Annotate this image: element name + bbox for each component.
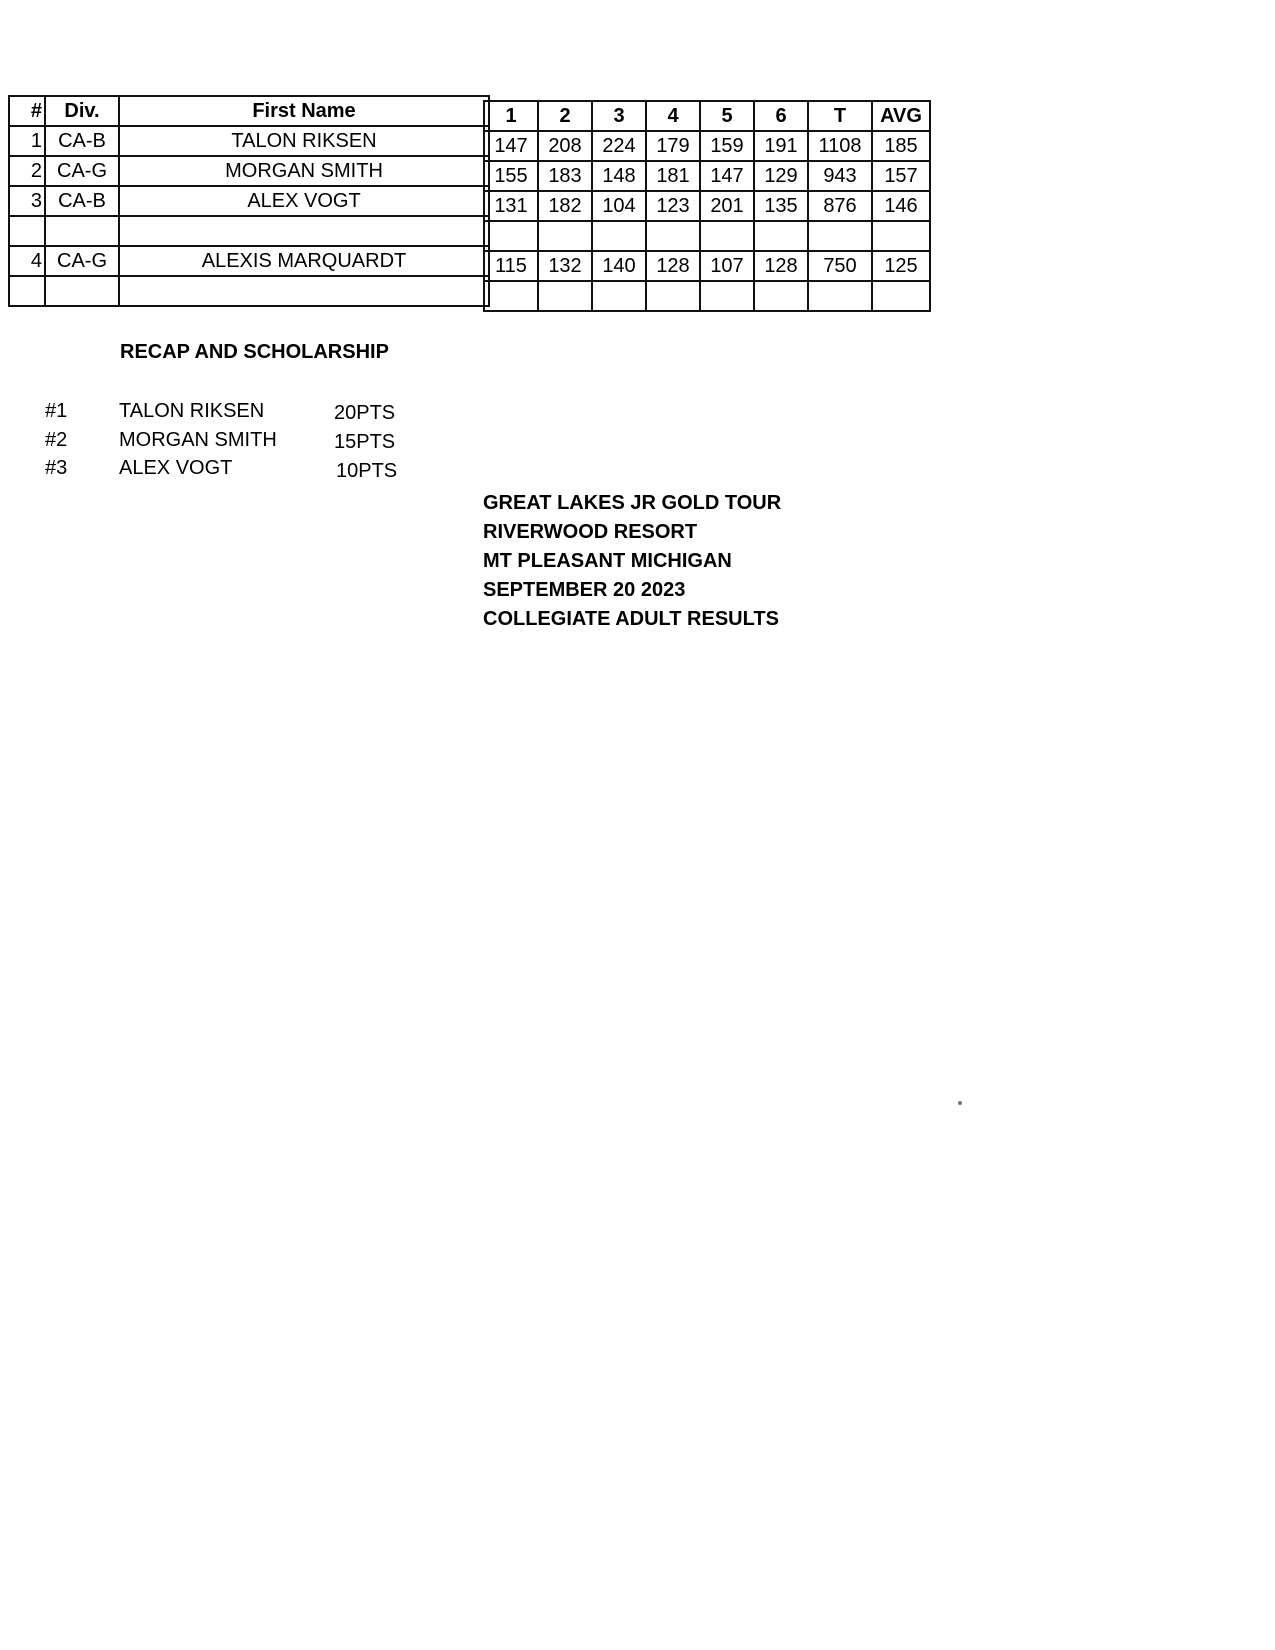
score-row — [484, 191, 930, 221]
table-row-empty — [9, 216, 489, 246]
game-score-cell: 128 — [754, 251, 808, 281]
division-cell — [45, 216, 119, 246]
table-row — [9, 126, 489, 156]
game-score-cell: 159 — [700, 131, 754, 161]
recap-points: 20PTS — [334, 402, 396, 424]
average-cell: 157 — [872, 161, 930, 191]
game-score-cell: 131 — [484, 191, 538, 221]
game-score-cell — [754, 221, 808, 251]
header-game-2: 2 — [538, 101, 592, 131]
game-score-cell: 132 — [538, 251, 592, 281]
recap-name: ALEX VOGT — [119, 457, 233, 479]
name-cell — [119, 216, 489, 246]
game-score-cell: 123 — [646, 191, 700, 221]
game-score-cell: 147 — [700, 161, 754, 191]
header-division: Div. — [45, 96, 119, 126]
game-score-cell: 148 — [592, 161, 646, 191]
header-game-5: 5 — [700, 101, 754, 131]
division-cell: CA-B — [45, 126, 119, 156]
game-score-cell: 201 — [700, 191, 754, 221]
game-score-cell: 135 — [754, 191, 808, 221]
game-score-cell — [646, 221, 700, 251]
game-score-cell: 191 — [754, 131, 808, 161]
rank-cell: 2 — [9, 156, 45, 186]
header-first-name: First Name — [119, 96, 489, 126]
average-cell: 146 — [872, 191, 930, 221]
event-venue: RIVERWOOD RESORT — [483, 521, 698, 543]
recap-rank: #1 — [45, 400, 68, 422]
name-cell: TALON RIKSEN — [119, 126, 489, 156]
score-row — [484, 131, 930, 161]
recap-name: MORGAN SMITH — [119, 429, 277, 451]
rank-cell: 1 — [9, 126, 45, 156]
game-score-cell: 147 — [484, 131, 538, 161]
table-row — [9, 246, 489, 276]
game-score-cell: 208 — [538, 131, 592, 161]
score-row — [484, 161, 930, 191]
rank-cell — [9, 216, 45, 246]
header-rank: # — [9, 96, 45, 126]
total-cell: 750 — [808, 251, 872, 281]
recap-rank: #3 — [45, 457, 68, 479]
rank-cell — [9, 276, 45, 306]
header-average: AVG — [872, 101, 930, 131]
game-score-cell — [700, 221, 754, 251]
game-score-cell — [700, 281, 754, 311]
game-score-cell: 140 — [592, 251, 646, 281]
game-score-cell — [592, 221, 646, 251]
total-cell — [808, 221, 872, 251]
header-game-1: 1 — [484, 101, 538, 131]
division-cell: CA-G — [45, 246, 119, 276]
score-row — [484, 251, 930, 281]
total-cell: 1108 — [808, 131, 872, 161]
game-score-cell: 104 — [592, 191, 646, 221]
header-game-4: 4 — [646, 101, 700, 131]
game-score-cell: 182 — [538, 191, 592, 221]
header-game-6: 6 — [754, 101, 808, 131]
division-cell — [45, 276, 119, 306]
score-table — [483, 100, 931, 312]
rank-cell: 3 — [9, 186, 45, 216]
score-row-empty — [484, 221, 930, 251]
game-score-cell — [754, 281, 808, 311]
event-location: MT PLEASANT MICHIGAN — [483, 550, 732, 572]
event-results-type: COLLEGIATE ADULT RESULTS — [483, 608, 779, 630]
header-total: T — [808, 101, 872, 131]
name-cell: ALEXIS MARQUARDT — [119, 246, 489, 276]
scan-speck — [958, 1101, 962, 1105]
game-score-cell: 224 — [592, 131, 646, 161]
total-cell: 876 — [808, 191, 872, 221]
game-score-cell: 128 — [646, 251, 700, 281]
average-cell: 185 — [872, 131, 930, 161]
game-score-cell: 179 — [646, 131, 700, 161]
recap-rank: #2 — [45, 429, 68, 451]
game-score-cell — [592, 281, 646, 311]
game-score-cell — [646, 281, 700, 311]
recap-title: RECAP AND SCHOLARSHIP — [120, 341, 389, 363]
table-row — [9, 186, 489, 216]
game-score-cell: 115 — [484, 251, 538, 281]
event-tour-name: GREAT LAKES JR GOLD TOUR — [483, 492, 782, 514]
total-cell: 943 — [808, 161, 872, 191]
average-cell — [872, 221, 930, 251]
score-row-empty — [484, 281, 930, 311]
game-score-cell: 107 — [700, 251, 754, 281]
recap-name: TALON RIKSEN — [119, 400, 265, 422]
game-score-cell: 183 — [538, 161, 592, 191]
table-row-empty — [9, 276, 489, 306]
division-cell: CA-G — [45, 156, 119, 186]
table-row — [9, 156, 489, 186]
recap-points: 15PTS — [334, 431, 396, 453]
game-score-cell — [484, 221, 538, 251]
name-cell: MORGAN SMITH — [119, 156, 489, 186]
table-header-row — [9, 96, 489, 126]
recap-points: 10PTS — [336, 460, 398, 482]
game-score-cell — [484, 281, 538, 311]
name-cell: ALEX VOGT — [119, 186, 489, 216]
division-cell: CA-B — [45, 186, 119, 216]
total-cell — [808, 281, 872, 311]
event-date: SEPTEMBER 20 2023 — [483, 579, 686, 601]
game-score-cell: 181 — [646, 161, 700, 191]
game-score-cell — [538, 221, 592, 251]
rank-cell: 4 — [9, 246, 45, 276]
game-score-cell: 129 — [754, 161, 808, 191]
game-score-cell: 155 — [484, 161, 538, 191]
average-cell: 125 — [872, 251, 930, 281]
game-score-cell — [538, 281, 592, 311]
header-game-3: 3 — [592, 101, 646, 131]
name-cell — [119, 276, 489, 306]
bowler-table — [8, 95, 490, 307]
average-cell — [872, 281, 930, 311]
score-header-row — [484, 101, 930, 131]
